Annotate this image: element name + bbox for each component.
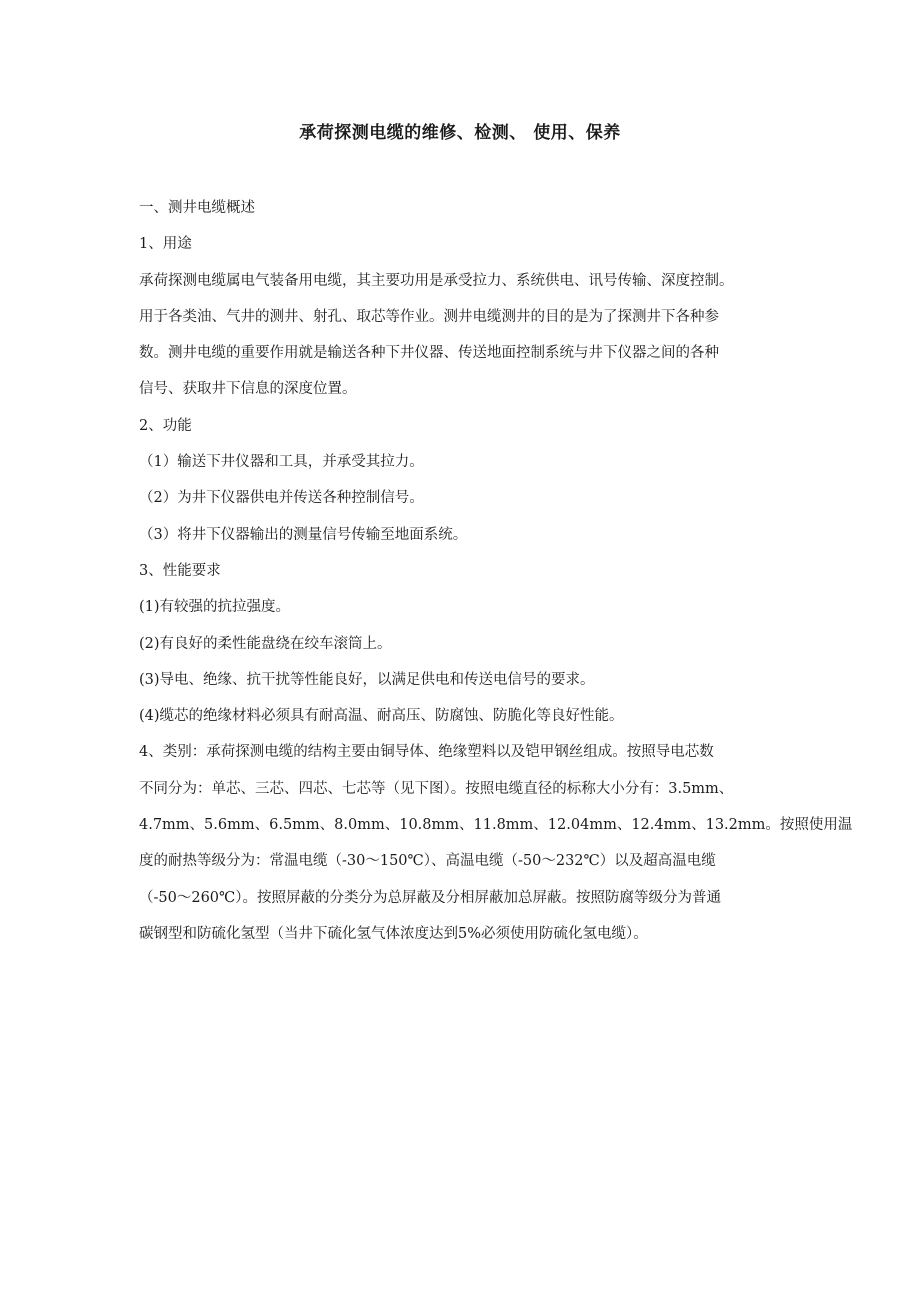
subsection-heading: 2、功能 xyxy=(139,417,192,434)
paragraph-line: 4、类别：承荷探测电缆的结构主要由铜导体、绝缘塑料以及铠甲钢丝组成。按照导电芯数 xyxy=(139,744,714,761)
list-item: (4)缆芯的绝缘材料必须具有耐高温、耐高压、防腐蚀、防脆化等良好性能。 xyxy=(139,708,624,725)
paragraph-line: 信号、获取井下信息的深度位置。 xyxy=(139,381,357,398)
section-heading: 一、测井电缆概述 xyxy=(139,200,255,216)
list-item: (3)导电、绝缘、抗干扰等性能良好，以满足供电和传送电信号的要求。 xyxy=(139,671,595,688)
paragraph-line: 4.7mm、5.6mm、6.5mm、8.0mm、10.8mm、11.8mm、12.04mm、12.4mm、13.2mm。按照使用温 xyxy=(139,817,853,834)
paragraph-line: 碳钢型和防硫化氢型（当井下硫化氢气体浓度达到5%必须使用防硫化氢电缆）。 xyxy=(139,925,648,942)
paragraph-line: 用于各类油、气井的测井、射孔、取芯等作业。测井电缆测井的目的是为了探测井下各种参 xyxy=(139,308,719,325)
paragraph-line: 不同分为：单芯、三芯、四芯、七芯等（见下图）。按照电缆直径的标称大小分有：3.5mm、 xyxy=(139,780,734,797)
subsection-heading: 1、用途 xyxy=(139,236,192,253)
list-item: (1)有较强的抗拉强度。 xyxy=(139,599,291,616)
list-item: (2)有良好的柔性能盘绕在绞车滚筒上。 xyxy=(139,635,392,652)
paragraph-line: 数。测井电缆的重要作用就是输送各种下井仪器、传送地面控制系统与井下仪器之间的各种 xyxy=(139,345,719,362)
document-body xyxy=(139,190,853,952)
list-item: （3）将井下仪器输出的测量信号传输至地面系统。 xyxy=(139,526,468,543)
document-title: 承荷探测电缆的维修、检测、 使用、保养 xyxy=(299,123,621,143)
subsection-heading: 3、性能要求 xyxy=(139,562,221,579)
paragraph-line: 承荷探测电缆属电气装备用电缆，其主要功用是承受拉力、系统供电、讯号传输、深度控制。 xyxy=(139,272,734,289)
paragraph-line: （-50～260℃）。按照屏蔽的分类分为总屏蔽及分相屏蔽加总屏蔽。按照防腐等级分为普通 xyxy=(139,889,721,906)
paragraph-line: 度的耐热等级分为：常温电缆（-30～150℃）、高温电缆（-50～232℃）以及超高温电缆 xyxy=(139,853,716,870)
list-item: （1）输送下井仪器和工具，并承受其拉力。 xyxy=(139,454,424,471)
list-item: （2）为井下仪器供电并传送各种控制信号。 xyxy=(139,490,424,507)
